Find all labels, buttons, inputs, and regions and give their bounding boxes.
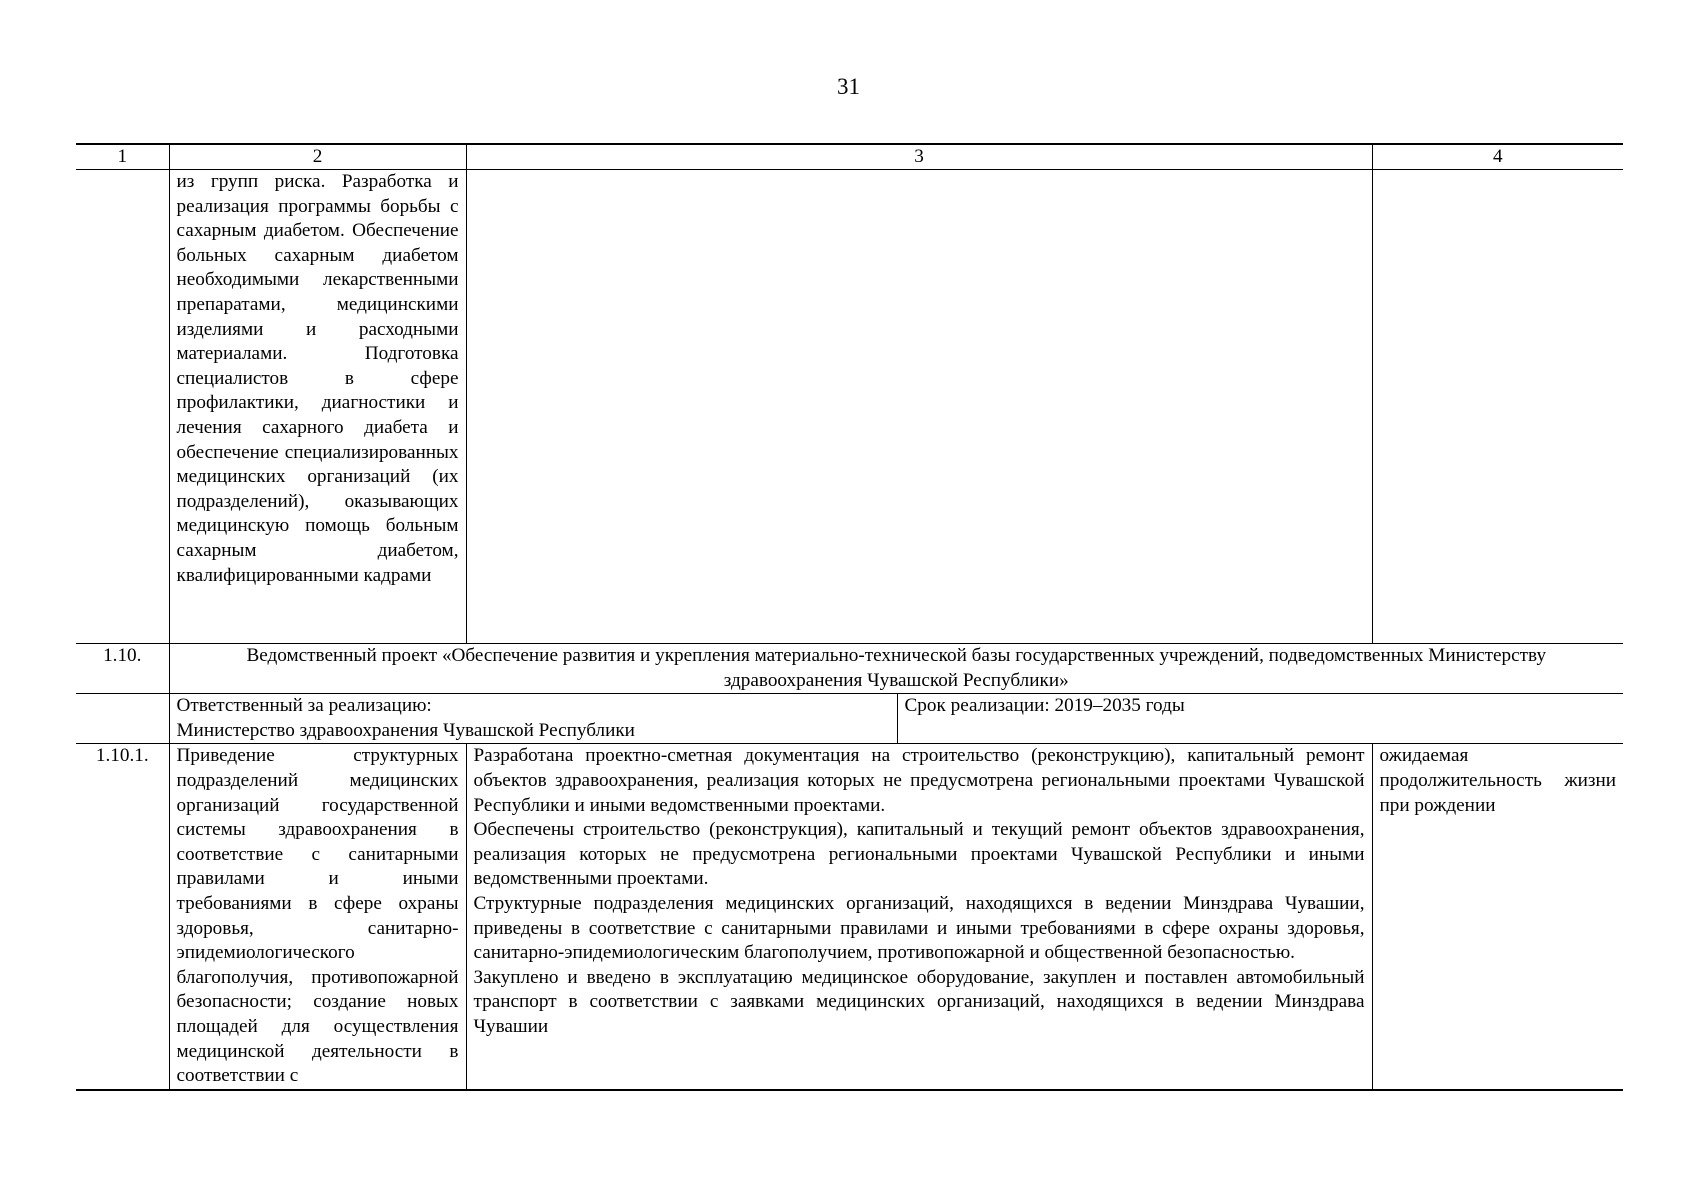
header-col-4: 4	[1372, 144, 1623, 170]
responsible-value: Министерство здравоохранения Чувашской Республики	[176, 719, 635, 741]
table-row-project	[76, 644, 1623, 694]
term-cell: Срок реализации: 2019–2035 годы	[897, 694, 1623, 744]
responsible-label: Ответственный за реализацию:	[176, 695, 432, 717]
table-row-continuation	[76, 170, 1623, 644]
result-item: Обеспечены строительство (реконструкция), капитальный и текущий ремонт объектов здравоохранения, реализация которых не предусмотрена региональными проектами Чувашской Республики и иными ведомственными проектами.	[473, 819, 1365, 890]
project-title: Ведомственный проект «Обеспечение развития и укрепления материально-технической базы государственных учреждений, подведомственных Министерству здравоохранения Чувашской Республики»	[169, 644, 1623, 694]
task-description: Приведение структурных подразделений медицинских организаций государственной системы здравоохранения в соответствие с санитарными правилами и иными требованиями в сфере охраны здоровья, санитарно-эпидемиологического благополучия, противопожарной безопасности; создание новых площадей для осуществления медицинской деятельности в соответствии с	[169, 744, 466, 1090]
table-row-responsible	[76, 694, 1623, 744]
table-header-row	[76, 144, 1623, 170]
cell-number-empty	[76, 694, 169, 744]
table-row-task	[76, 744, 1623, 1090]
header-col-3: 3	[466, 144, 1372, 170]
task-results	[466, 744, 1372, 1090]
cell-results-empty	[466, 170, 1372, 644]
cell-measure-text: из групп риска. Разработка и реализация программы борьбы с сахарным диабетом. Обеспечение больных сахарным диабетом необходимыми лекарственными препаратами, медицинскими изделиями и расходными материалами. Подготовка специалистов в сфере профилактики, диагностики и лечения сахарного диабета и обеспечение специализированных медицинских организаций (их подразделений), оказывающих медицинскую помощь больным сахарным диабетом, квалифицированными кадрами	[169, 170, 466, 644]
header-col-1: 1	[76, 144, 169, 170]
task-indicator: ожидаемая продолжительность жизни при рождении	[1372, 744, 1623, 1090]
program-table	[76, 143, 1623, 1091]
header-col-2: 2	[169, 144, 466, 170]
result-item: Закуплено и введено в эксплуатацию медицинское оборудование, закуплен и поставлен автомобильный транспорт в соответствии с заявками медицинских организаций, находящихся в ведении Минздрава Чувашии	[473, 966, 1365, 1037]
project-number: 1.10.	[76, 644, 169, 694]
result-item: Разработана проектно-сметная документация на строительство (реконструкцию), капитальный ремонт объектов здравоохранения, реализация которых не предусмотрена региональными проектами Чувашской Республики и иными ведомственными проектами.	[473, 745, 1365, 816]
page-number: 31	[837, 74, 860, 99]
result-item: Структурные подразделения медицинских организаций, находящихся в ведении Минздрава Чувашии, приведены в соответствие с санитарными правилами и иными требованиями в сфере охраны здоровья, санитарно-эпидемиологическим благополучием, противопожарной и общественной безопасностью.	[473, 892, 1365, 964]
responsible-cell	[169, 694, 897, 744]
task-number: 1.10.1.	[76, 744, 169, 1090]
cell-indicator-empty	[1372, 170, 1623, 644]
cell-number-empty	[76, 170, 169, 644]
